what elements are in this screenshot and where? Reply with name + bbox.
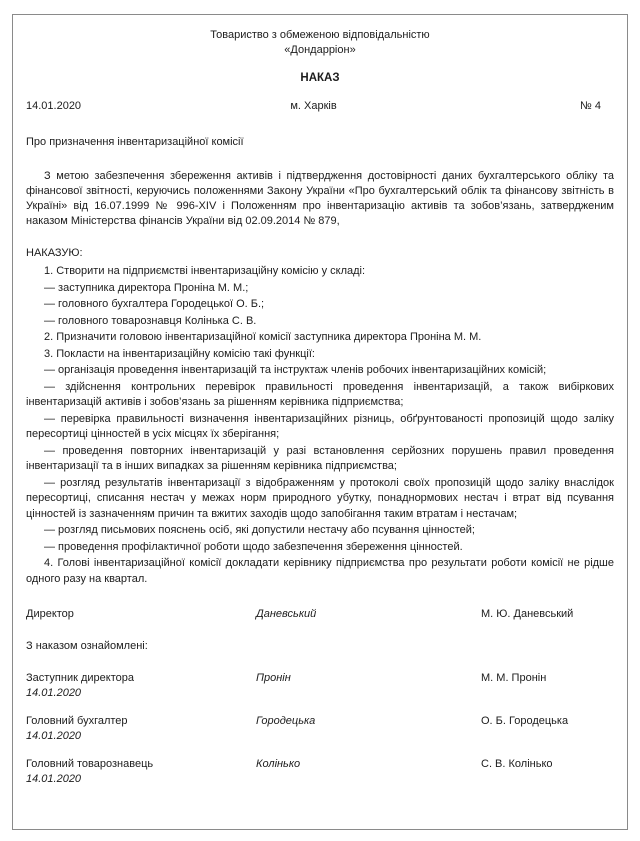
doc-type-title: НАКАЗ xyxy=(300,72,340,84)
preamble-paragraph: З метою забезпечення збереження активів і підтвердження достовірності даних бухгалтерського обліку та фінансової звітності, керуючись положеннями Закону України «Про бухгалтерський облік та фінансову звітність в Україні» від 16.07.1999 № 996-XIV і Положенням про інвентаризацію активів та зобов’язань, затвердженим наказом Міністерства фінансів України від 02.09.2014 № 879, xyxy=(26,170,614,227)
signature-title: Заступник директора xyxy=(26,672,134,684)
document-page xyxy=(12,14,628,830)
doc-number: № 4 xyxy=(580,100,602,112)
order-item: — перевірка правильності визначення інвентаризаційних різниць, обґрунтованості пропозицій щодо заліку пересортиці цінностей в усіх місцях їх зберігання; xyxy=(26,412,614,440)
acknowledged-label: З наказом ознайомлені: xyxy=(26,640,148,652)
company-header xyxy=(26,28,614,58)
order-item: — здійснення контрольних перевірок правильності проведення інвентаризацій, а також вибіркових інвентаризацій активів і зобов’язань за рішенням керівника підприємства; xyxy=(26,380,614,408)
signature-date: 14.01.2020 xyxy=(26,730,82,742)
order-item: — головного товарознавця Колінька С. В. xyxy=(44,314,257,327)
meta-row xyxy=(26,99,614,114)
signature-date: 14.01.2020 xyxy=(26,773,82,785)
order-item: — заступника директора Проніна М. М.; xyxy=(44,281,249,294)
order-item: 4. Голові інвентаризаційної комісії докладати керівнику підприємства про результати роботи комісії не рідше одного разу на квартал. xyxy=(26,557,614,585)
order-item: — проведення профілактичної роботи щодо забезпечення збереження цінностей. xyxy=(44,540,463,553)
signature-fullname: О. Б. Городецька xyxy=(481,715,569,727)
signature-fullname: С. В. Колінько xyxy=(481,758,553,770)
signature-handwritten: Пронін xyxy=(256,672,291,684)
signature-fullname: М. М. Пронін xyxy=(481,672,547,684)
signature-fullname: М. Ю. Даневський xyxy=(481,608,574,620)
order-item: 2. Призначити головою інвентаризаційної комісії заступника директора Проніна М. М. xyxy=(44,331,482,343)
order-item: — організація проведення інвентаризацій та інструктаж членів робочих інвентаризаційних комісій; xyxy=(44,364,547,376)
subject-line: Про призначення інвентаризаційної комісії xyxy=(26,136,244,148)
order-items-list xyxy=(26,264,614,587)
company-name-line1: Товариство з обмеженою відповідальністю xyxy=(210,29,430,41)
order-item: — розгляд результатів інвентаризації з відображенням у протоколі своїх пропозицій щодо заліку внаслідок пересортиці, списання нестач у межах норм природного убутку, понаднормових нестач і втрат від псування цінностей із зазначенням причин та вжитих заходів щодо запобігання таким втратам і нестачам; xyxy=(26,476,614,520)
doc-date: 14.01.2020 xyxy=(26,100,82,112)
doc-city: м. Харків xyxy=(290,100,337,112)
order-item: — проведення повторних інвентаризацій у разі встановлення серйозних порушень правил проведення інвентаризації та в інших випадках за рішенням керівника підприємства; xyxy=(26,444,614,472)
signature-title: Головний товарознавець xyxy=(26,758,154,770)
order-keyword: НАКАЗУЮ: xyxy=(26,247,83,259)
signature-title: Директор xyxy=(26,608,74,620)
signature-handwritten: Колінько xyxy=(256,758,301,770)
signature-title: Головний бухгалтер xyxy=(26,715,128,727)
signature-handwritten: Даневський xyxy=(256,608,317,620)
signature-title-block xyxy=(26,757,256,787)
signature-title-block xyxy=(26,714,256,744)
order-item: — розгляд письмових пояснень осіб, які допустили нестачу або псування цінностей; xyxy=(44,524,475,536)
order-item: 1. Створити на підприємстві інвентаризаційну комісію у складі: xyxy=(44,265,366,277)
order-item: 3. Покласти на інвентаризаційну комісію такі функції: xyxy=(44,347,315,360)
signature-title-block xyxy=(26,671,256,701)
signature-handwritten: Городецька xyxy=(256,715,316,727)
signature-row xyxy=(26,671,614,701)
signature-row-director xyxy=(26,607,614,622)
order-item: — головного бухгалтера Городецької О. Б.; xyxy=(44,298,265,310)
signature-date: 14.01.2020 xyxy=(26,687,82,699)
company-name-line2: «Дондарріон» xyxy=(284,44,356,56)
signature-row xyxy=(26,757,614,787)
signature-row xyxy=(26,714,614,744)
